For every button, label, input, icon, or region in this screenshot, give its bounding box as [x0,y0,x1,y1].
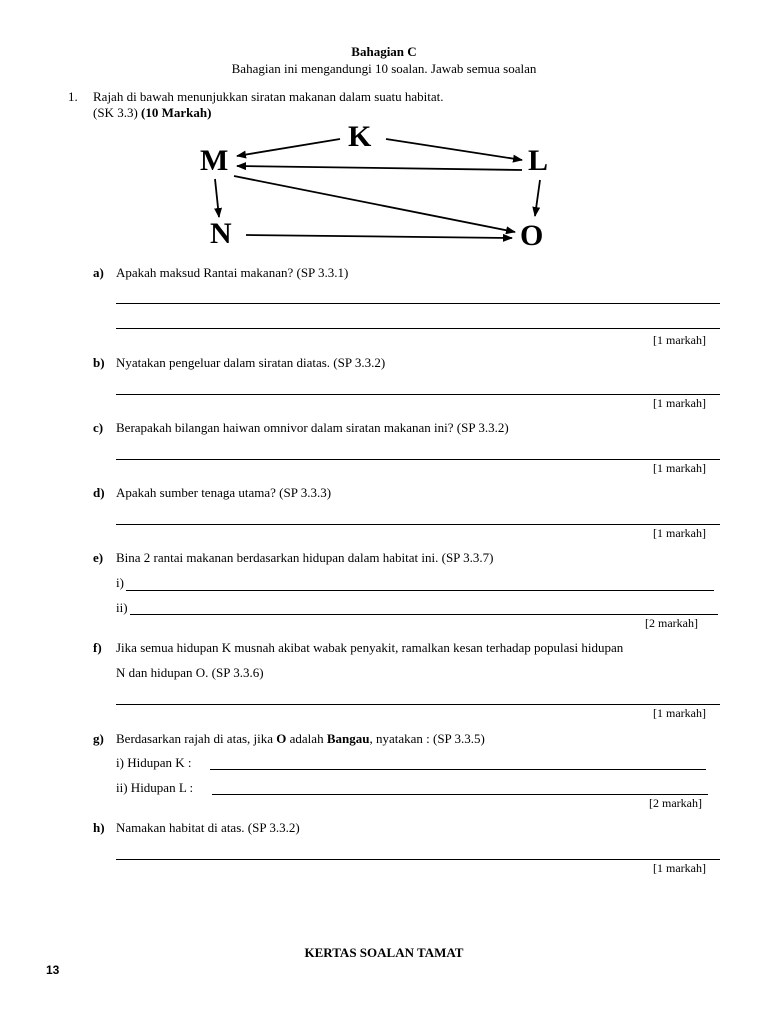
part-g-text-b: adalah [286,731,327,746]
answer-line-h[interactable] [116,859,720,860]
part-h-marks: [1 markah] [653,861,706,875]
standard-reference: (SK 3.3) [93,105,138,120]
part-f-marks: [1 markah] [653,706,706,720]
part-d-marks: [1 markah] [653,526,706,540]
question-text: Rajah di bawah menunjukkan siratan makanan dalam suatu habitat. [93,89,444,104]
answer-line-a1[interactable] [116,303,720,304]
part-b-question: Nyatakan pengeluar dalam siratan diatas. (SP 3.3.2) [116,355,386,370]
arrow-l-to-o [535,180,540,216]
part-d-label: d) [93,485,105,500]
answer-line-d[interactable] [116,524,720,525]
arrow-m-to-n [215,179,219,217]
part-f-question-line1: Jika semua hidupan K musnah akibat wabak penyakit, ramalkan kesan terhadap populasi hidupan [116,640,624,655]
part-h-question: Namakan habitat di atas. (SP 3.3.2) [116,820,300,835]
answer-line-c[interactable] [116,459,720,460]
part-f-question-line2: N dan hidupan O. (SP 3.3.6) [116,665,264,680]
part-g-text-a: Berdasarkan rajah di atas, jika [116,731,277,746]
part-b-marks: [1 markah] [653,396,706,410]
arrow-n-to-o [246,235,512,238]
part-g-bangau: Bangau [326,731,370,746]
answer-line-e1[interactable] [126,590,714,591]
part-g-sub-ii: ii) Hidupan L : [116,780,194,795]
answer-line-f[interactable] [116,704,720,705]
section-instructions: Bahagian ini mengandungi 10 soalan. Jawab semua soalan [231,61,537,76]
answer-line-e2[interactable] [130,614,718,615]
part-g-label: g) [93,731,104,746]
arrow-l-to-m [237,166,522,170]
node-l: L [528,144,549,177]
answer-line-b[interactable] [116,394,720,395]
part-a-question: Apakah maksud Rantai makanan? (SP 3.3.1) [116,265,349,280]
answer-line-g1[interactable] [210,769,706,770]
part-g-sub-i: i) Hidupan K : [116,755,192,770]
part-a-marks: [1 markah] [653,333,706,347]
end-of-paper: KERTAS SOALAN TAMAT [304,945,464,960]
section-title: Bahagian C [351,44,417,59]
node-o: O [520,219,544,252]
part-e-marks: [2 markah] [645,616,698,630]
part-d-question: Apakah sumber tenaga utama? (SP 3.3.3) [116,485,332,500]
part-b-label: b) [93,355,105,370]
part-c-question: Berapakah bilangan haiwan omnivor dalam siratan makanan ini? (SP 3.3.2) [116,420,509,435]
part-e-sub-ii: ii) [116,600,128,615]
part-g-marks: [2 markah] [649,796,702,810]
part-c-label: c) [93,420,104,435]
question-number: 1. [68,89,78,104]
part-h-label: h) [93,820,105,835]
node-m: M [200,144,229,177]
part-e-question: Bina 2 rantai makanan berdasarkan hidupan dalam habitat ini. (SP 3.3.7) [116,550,494,565]
part-e-sub-i: i) [116,575,124,590]
part-g-text-c: , nyatakan : (SP 3.3.5) [369,731,485,746]
total-marks: (10 Markah) [141,105,212,120]
arrow-k-to-m [237,139,340,156]
node-n: N [210,217,232,250]
food-web-diagram [0,0,768,260]
part-c-marks: [1 markah] [653,461,706,475]
part-e-label: e) [93,550,104,565]
part-g-question [116,731,485,747]
answer-line-a2[interactable] [116,328,720,329]
answer-line-g2[interactable] [212,794,708,795]
part-g-organism-o: O [276,731,287,746]
page-number: 13 [46,963,60,977]
part-f-label: f) [93,640,102,655]
part-a-label: a) [93,265,104,280]
arrow-k-to-l [386,139,522,160]
arrow-m-to-o [234,176,515,232]
node-k: K [348,120,372,153]
